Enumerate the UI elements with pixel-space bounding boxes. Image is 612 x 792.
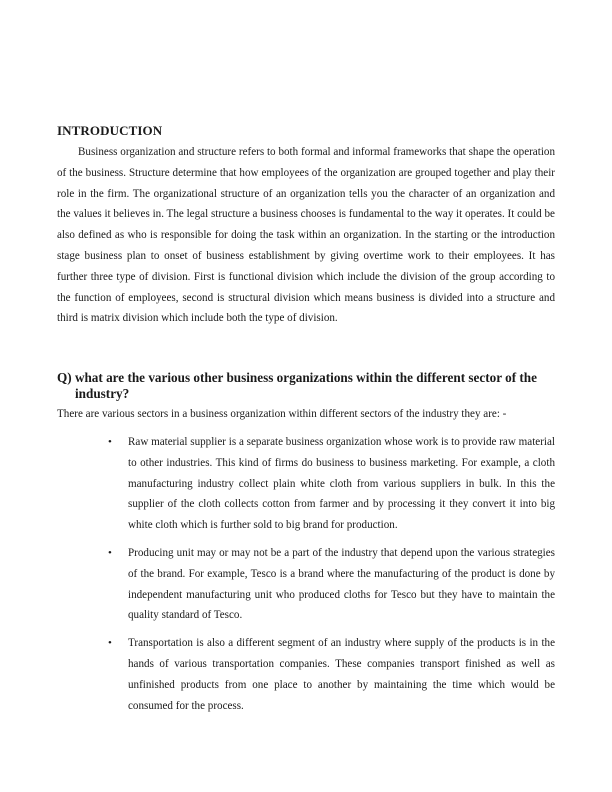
- list-item: [108, 543, 555, 626]
- question-heading: Q) what are the various other business organizations within the different sector of the industry?: [57, 370, 537, 401]
- bullet-icon: •: [108, 436, 112, 448]
- list-item-text: Transportation is also a different segment of an industry where supply of the products is in the hands of various transportation companies. These companies transport finished as well as unfinished products from one place to another by maintaining the time which would be consumed for the process.: [128, 637, 555, 712]
- lead-text: There are various sectors in a business organization within different sectors of the industry they are: -: [57, 408, 507, 420]
- bullet-list: [108, 432, 555, 723]
- bullet-icon: •: [108, 637, 112, 650]
- list-item: [108, 633, 555, 716]
- section-heading: INTRODUCTION: [57, 123, 163, 138]
- list-item-text: Producing unit may or may not be a part of the industry that depend upon the various strategies of the brand. For example, Tesco is a brand where the manufacturing of the product is done by independent manufacturing unit who produced cloths for Tesco but they have to maintain the quality standard of Tesco.: [128, 546, 555, 622]
- bullet-icon: •: [108, 546, 112, 559]
- list-item: [108, 432, 555, 536]
- list-item-text: Raw material supplier is a separate business organization whose work is to provide raw material to other industries. This kind of firms do business to business marketing. For example, a cloth manufacturing industry collect plain white cloth from various suppliers in bulk. In this the supplier of the cloth collects cotton from farmer and by processing it they convert it into big white cloth which is further sold to big brand for production.: [128, 436, 555, 532]
- intro-paragraph: Business organization and structure refers to both formal and informal frameworks that shape the operation of the business. Structure determine that how employees of the organization are grouped together and play their role in the firm. The organizational structure of an organization tells you the character of an organization and the values it believes in. The legal structure a business chooses is fundamental to the way it operates. It could be also defined as who is responsible for doing the task within an organization. In the starting or the introduction stage business plan to onset of business establishment by giving overtime work to their employees. It has further three type of division. First is functional division which include the division of the group according to the function of employees, second is structural division which means business is divided into a structure and third is matrix division which include both the type of division.: [57, 146, 555, 325]
